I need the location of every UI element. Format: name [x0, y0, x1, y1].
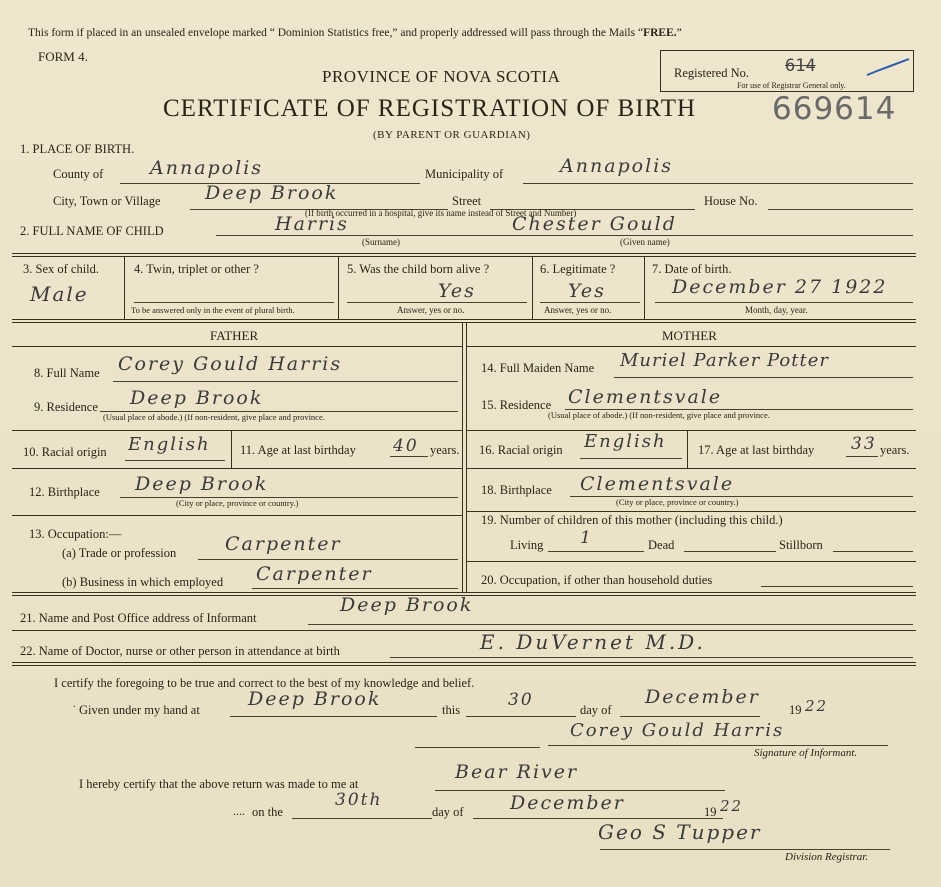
blue-check-mark: [865, 57, 913, 79]
mother-birthplace-note: (City or place, province or country.): [616, 497, 739, 507]
stamped-number: 669614: [772, 91, 897, 127]
hospital-note: (If birth occurred in a hospital, give its name instead of Street and Number): [305, 208, 577, 218]
page-title: CERTIFICATE OF REGISTRATION OF BIRTH: [163, 95, 697, 122]
trade-label: (a) Trade or profession: [62, 546, 177, 560]
child-name-label: 2. FULL NAME OF CHILD: [20, 224, 164, 238]
dots-leader: ....: [233, 804, 245, 818]
house-label: House No.: [704, 194, 758, 208]
mother-residence-note: (Usual place of abode.) (If non-resident, give place and province.: [548, 410, 770, 420]
mail-notice: [28, 27, 682, 39]
father-residence-label: 9. Residence: [34, 400, 98, 414]
father-racial-value: English: [128, 434, 211, 455]
mail-notice-free: FREE.: [643, 27, 677, 39]
province-title: PROVINCE OF NOVA SCOTIA: [322, 67, 561, 86]
father-name-value: Corey Gould Harris: [118, 353, 343, 375]
father-birthplace-label: 12. Birthplace: [29, 485, 100, 499]
living-value: 1: [580, 528, 593, 548]
registrar-caption: Division Registrar.: [785, 851, 869, 863]
municipality-value: Annapolis: [560, 155, 674, 177]
county-label: County of: [53, 167, 104, 181]
given-month: December: [645, 686, 760, 708]
mother-age-label: 17. Age at last birthday: [698, 443, 815, 457]
father-age-value: 40: [393, 436, 419, 456]
signature-caption: Signature of Informant.: [754, 747, 858, 759]
given-bullet: .: [73, 699, 76, 710]
registered-note: For use of Registrar General only.: [737, 81, 846, 90]
county-value: Annapolis: [150, 157, 264, 179]
children-count-label: 19. Number of children of this mother (including this child.): [481, 513, 783, 527]
reg-day-of-label: day of: [432, 805, 464, 819]
registrar-day: 30th: [335, 790, 383, 810]
place-of-birth-label: 1. PLACE OF BIRTH.: [20, 142, 135, 156]
mother-birthplace-value: Clementsvale: [580, 473, 735, 495]
legitimate-value: Yes: [568, 280, 606, 302]
year-prefix: 19: [789, 703, 802, 717]
reg-year-prefix: 19: [704, 805, 717, 819]
mother-name-value: Muriel Parker Potter: [620, 350, 829, 371]
date-label: 7. Date of birth.: [652, 262, 732, 276]
date-value: December 27 1922: [672, 276, 888, 298]
trade-value: Carpenter: [225, 533, 342, 555]
registrar-text: I hereby certify that the above return was made to me at: [79, 777, 359, 791]
city-value: Deep Brook: [205, 182, 339, 204]
father-racial-label: 10. Racial origin: [23, 445, 107, 459]
city-label: City, Town or Village: [53, 194, 161, 208]
registrar-year: 22: [720, 797, 744, 815]
twin-label: 4. Twin, triplet or other ?: [134, 262, 259, 276]
municipality-label: Municipality of: [425, 167, 504, 181]
informant-label: 21. Name and Post Office address of Informant: [20, 611, 257, 625]
dead-label: Dead: [648, 538, 675, 552]
mother-racial-label: 16. Racial origin: [479, 443, 563, 457]
doctor-value: E. DuVernet M.D.: [480, 630, 706, 654]
street-label: Street: [452, 194, 482, 208]
twin-note: To be answered only in the event of plural birth.: [131, 305, 295, 315]
stillborn-label: Stillborn: [779, 538, 823, 552]
given-label: Given under my hand at: [79, 703, 200, 717]
sex-value: Male: [30, 282, 89, 306]
registered-number: 614: [785, 56, 816, 76]
given-place: Deep Brook: [248, 688, 382, 710]
mother-age-unit: years.: [880, 443, 910, 457]
father-birthplace-value: Deep Brook: [135, 473, 269, 495]
alive-caption: Answer, yes or no.: [397, 305, 465, 315]
occupation-label: 13. Occupation:—: [29, 527, 122, 541]
mother-heading: MOTHER: [662, 328, 717, 343]
sex-label: 3. Sex of child.: [23, 262, 100, 276]
mother-name-label: 14. Full Maiden Name: [481, 361, 595, 375]
page-subtitle: (BY PARENT OR GUARDIAN): [373, 129, 531, 141]
date-caption: Month, day, year.: [745, 305, 808, 315]
father-age-label: 11. Age at last birthday: [240, 443, 356, 457]
alive-value: Yes: [438, 280, 476, 302]
form-number: FORM 4.: [38, 49, 88, 64]
alive-label: 5. Was the child born alive ?: [347, 262, 490, 276]
legitimate-caption: Answer, yes or no.: [544, 305, 612, 315]
informant-signature: Corey Gould Harris: [570, 720, 785, 741]
father-residence-note: (Usual place of abode.) (If non-resident, give place and province.: [103, 412, 325, 422]
certify-text: I certify the foregoing to be true and correct to the best of my knowledge and belief.: [54, 676, 475, 690]
father-age-unit: years.: [430, 443, 460, 457]
father-name-label: 8. Full Name: [34, 366, 100, 380]
living-label: Living: [510, 538, 544, 552]
father-residence-value: Deep Brook: [130, 387, 264, 409]
mail-notice-text: This form if placed in an unsealed envelope marked “ Dominion Statistics free,” and properly addressed will pass through the Mails “: [28, 27, 644, 39]
business-value: Carpenter: [256, 563, 373, 585]
given-caption: (Given name): [620, 237, 670, 247]
child-surname: Harris: [275, 213, 349, 235]
day-of-label: day of: [580, 703, 612, 717]
given-year: 22: [805, 697, 829, 715]
this-label: this: [442, 703, 461, 717]
mother-residence-value: Clementsvale: [568, 386, 723, 408]
doctor-label: 22. Name of Doctor, nurse or other person in attendance at birth: [20, 644, 340, 658]
mother-age-value: 33: [851, 434, 877, 454]
registered-label: Registered No.: [674, 66, 749, 80]
mother-residence-label: 15. Residence: [481, 398, 552, 412]
on-the-label: on the: [252, 805, 283, 819]
legitimate-label: 6. Legitimate ?: [540, 262, 616, 276]
registrar-month: December: [510, 792, 625, 814]
father-birthplace-note: (City or place, province or country.): [176, 498, 299, 508]
informant-value: Deep Brook: [340, 594, 474, 616]
registrar-place: Bear River: [455, 761, 579, 783]
given-day: 30: [508, 690, 534, 710]
child-given-names: Chester Gould: [512, 213, 677, 235]
mother-birthplace-label: 18. Birthplace: [481, 483, 552, 497]
surname-caption: (Surname): [362, 237, 400, 247]
registrar-signature: Geo S Tupper: [598, 820, 762, 844]
father-heading: FATHER: [210, 328, 259, 343]
mother-occupation-label: 20. Occupation, if other than household duties: [481, 573, 713, 587]
mother-racial-value: English: [584, 431, 667, 452]
mail-notice-end: ”: [676, 27, 682, 39]
business-label: (b) Business in which employed: [62, 575, 224, 589]
